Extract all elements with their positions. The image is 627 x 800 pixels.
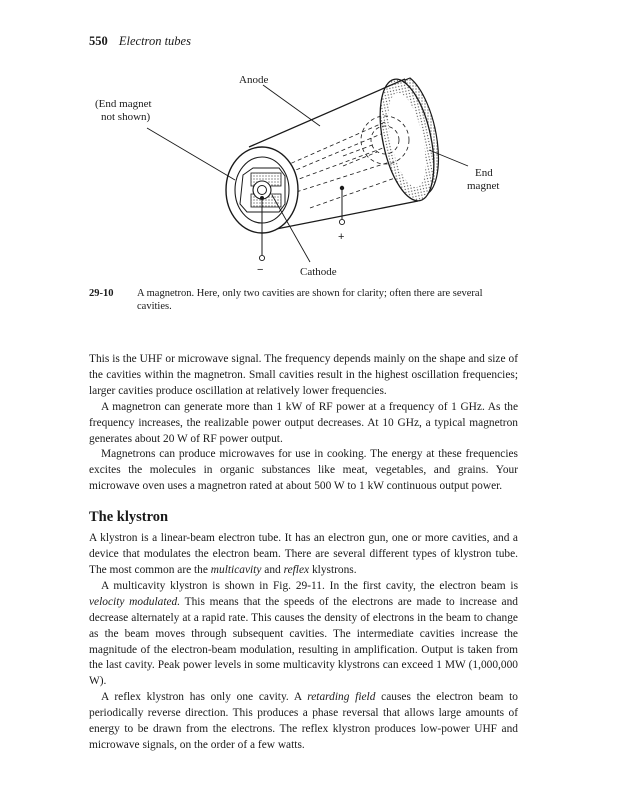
emphasis: velocity modulated. <box>89 595 181 608</box>
paragraph <box>89 579 518 690</box>
emphasis: reflex <box>283 563 310 576</box>
caption-text: A magnetron. Here, only two cavities are shown for clarity; often there are several cavities. <box>137 288 483 312</box>
end-magnet-label-2: magnet <box>467 180 500 192</box>
text-run: A reflex klystron has only one cavity. A <box>101 691 302 704</box>
text-run: klystrons. <box>311 563 357 576</box>
text-run: and <box>264 563 281 576</box>
figure-number: 29-10 <box>89 288 114 299</box>
paragraph <box>89 531 518 579</box>
end-magnet-cap <box>371 74 444 205</box>
front-face <box>226 147 344 233</box>
page-number: 550 <box>89 34 108 48</box>
paragraph: This is the UHF or microwave signal. The frequency depends mainly on the shape and size of the cavities within the magnetron. Small cavities result in the highest oscillation frequencies; larger cavities produce oscillation at relatively lower frequencies. <box>89 353 518 397</box>
emphasis: multicavity <box>210 563 262 576</box>
emphasis: retarding field <box>307 691 376 704</box>
chapter-title: Electron tubes <box>118 34 191 48</box>
paragraph <box>89 690 518 754</box>
positive-terminal-label: + <box>338 231 345 243</box>
running-head <box>89 34 191 49</box>
body-text <box>89 352 518 754</box>
figure-caption <box>89 287 519 313</box>
anode-label: Anode <box>239 74 269 86</box>
magnetron-diagram <box>85 70 525 285</box>
end-magnet-label-1: End <box>475 167 493 179</box>
text-run: causes the electron beam to periodically reverse direction. This produces a phase reversal that allows large amounts of energy to be drawn from the electrons. The reflex klystron produces low-power UHF and microwave signals, on the order of a few watts. <box>89 691 518 751</box>
magnetron-figure <box>85 70 525 285</box>
paragraph: Magnetrons can produce microwaves for use in cooking. The energy at these frequencies excites the molecules in organic substances like meat, vegetables, and grains. Your microwave oven uses a magnetron rated at about 500 W to 1 kW continuous output power. <box>89 448 518 493</box>
text-run: This means that the speeds of the electrons are made to increase and decrease alternately at a rapid rate. This causes the density of electrons in the beam to change as the beam moves through subsequent cavities. The intermediate cavities increase the magnitude of the electron-beam modulation, resulting in amplification. Output is taken from the last cavity. Peak power levels in some multicavity klystrons can exceed 1 MW (1,000,000 W). <box>89 595 518 688</box>
paragraph: A magnetron can generate more than 1 kW of RF power at a frequency of 1 GHz. As the frequency increases, the realizable power output decreases. At 10 GHz, a typical magnetron generates about 20 W of RF power output. <box>89 400 518 445</box>
end-magnet-not-shown-label-1: (End magnet <box>95 98 152 110</box>
negative-terminal-label: − <box>257 264 264 276</box>
section-heading: The klystron <box>89 509 169 526</box>
text-run: A multicavity klystron is shown in Fig. 29-11. In the first cavity, the electron beam is <box>101 579 518 592</box>
end-magnet-not-shown-label-2: not shown) <box>101 111 151 123</box>
text-run: A klystron is a linear-beam electron tube. It has an electron gun, one or more cavities, and a device that modulates the electron beam. There are several different types of klystron tube. The most common are the <box>89 532 518 576</box>
cathode-label: Cathode <box>300 266 337 278</box>
